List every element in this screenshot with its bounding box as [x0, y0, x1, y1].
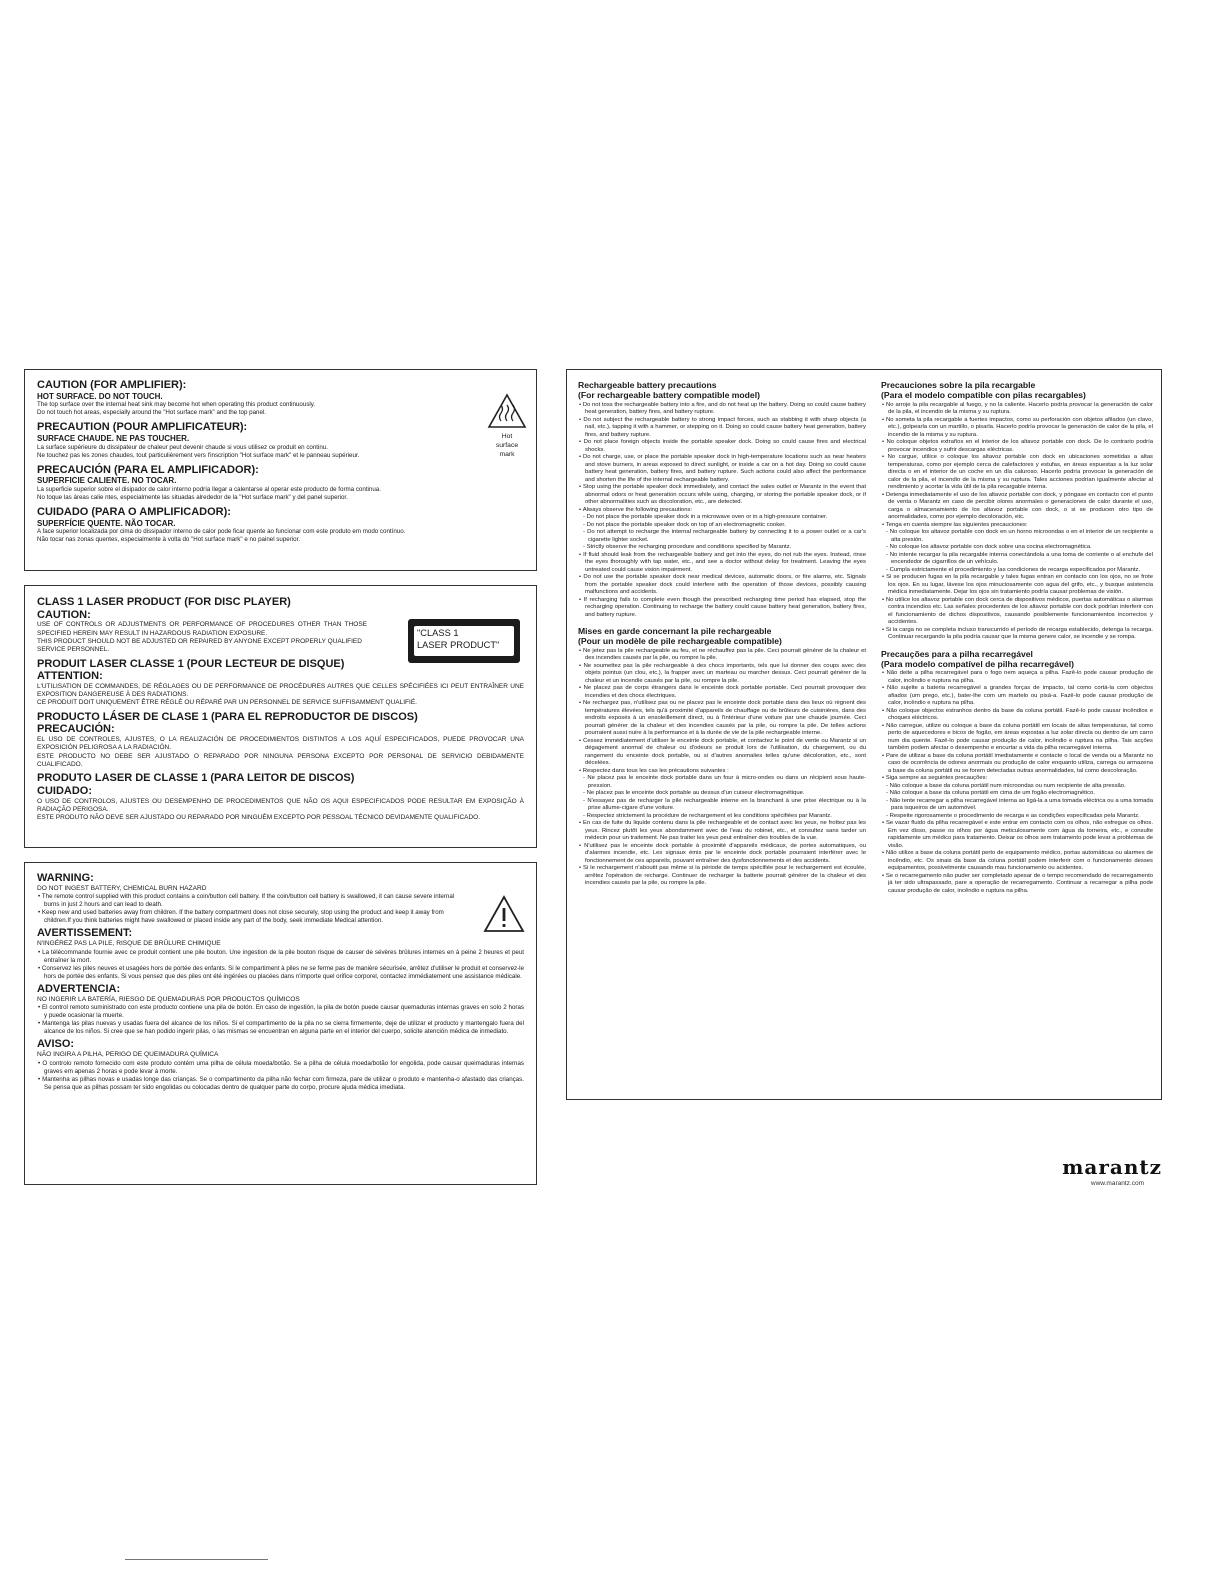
precaucion-amp-line1: La superficie superior sobre el disipador de calor interno podría llegar a calentarse al operar este producto de forma continua.: [37, 485, 381, 493]
battery-pt-subheading: (Para modelo compatível de pilha recarregável): [881, 658, 1074, 669]
battery-fr-bullet4: • Ne rechargez pas, n'utilisez pas ou ne placez pas le enceinte dock portable dans des lieux où règnent des températures élevées, tels qu'à proximité d'appareils de chauffage ou de brûleurs de cuisinières, dans des endroits exposés à un ensoleillement direct, ou à l'intérieur d'une voiture par une chaude journée. Ceci pourrait générer de la chaleur et des incendies causés par la pile, ou rompre la pile. De telles actions pourraient aussi nuire à la performance et à la durée de vie de la pile rechargeable interne.: [585, 700, 866, 738]
class1-laser-label: [408, 619, 520, 663]
marantz-logo: marantz: [1062, 1155, 1162, 1179]
bottom-rule: [125, 1559, 268, 1560]
battery-es-dash2: - No coloque los altavoz portable con dock sobre una cocina electromagnética.: [891, 544, 1153, 552]
battery-es-bullet2: • No someta la pila recargable a fuertes impactos, como su perforación con objetos afilados (un clavo, etc.), golpearla con un martillo, o pisarla. Hacerlo podría provocar la generación de calor de la pila, el incendio de la misma y su ruptura.: [888, 417, 1153, 440]
advertencia-sub: NO INGERIR LA BATERÍA, RIESGO DE QUEMADURAS POR PRODUCTOS QUÍMICOS: [37, 995, 300, 1003]
battery-fr-bullet3: • Ne placez pas de corps étrangers dans le enceinte dock portable portable. Ceci pourrait provoquer des incendies et des chocs électriques.: [585, 685, 866, 700]
cuidado-amp-line2: Não tocar nas zonas quentes, especialmente à volta do "Hot surface mark" e no painel superior.: [37, 536, 301, 544]
warning-sub: DO NOT INGEST BATTERY, CHEMICAL BURN HAZARD: [37, 884, 207, 892]
laser-caution-text1: USE OF CONTROLS OR ADJUSTMENTS OR PERFORMANCE OF PROCEDURES OTHER THAN THOSE SPECIFIED HEREIN MAY RESULT IN HAZARDOUS RADIATION EXPOSURE.: [37, 621, 367, 637]
battery-fr-dash4: - Respectez strictement la procédure de rechargement et les conditions spécifiées par Marantz.: [588, 813, 866, 821]
battery-fr-bullet8: • N'utilisez pas le enceinte dock portable à proximité d'appareils médicaux, de portes automatiques, ou d'alarmes incendie, etc. Les signaux émis par le enceinte dock portable pourraient interférer avec le fonctionnement de ces appareils, pouvant entraîner des dysfonctionnements et des accidents.: [585, 843, 866, 866]
avertissement-bullet2: • Conservez les piles neuves et usagées hors de portée des enfants. Si le compartiment à piles ne se ferme pas de manière sécurisée, arrêtez d'utiliser le produit et conservez-le hors de portée des enfants. Si vous pensez que des piles ont été ingérées ou placées dans n'importe quel orifice corporel, contactez immédiatement une assistance médicale.: [44, 965, 524, 981]
battery-fr-bullet9: • Si le rechargement n'aboutit pas même si la période de temps spécifiée pour le rechargement est écoulée, arrêtez l'opération de recharge. Continuer de recharger la batterie pourrait générer de la chaleur et des incendies causés par la pile, ou rompre la pile.: [585, 865, 866, 888]
battery-pt-bullet8: • Não utilize a base da coluna portátil perto de equipamento médico, portas automáticas ou alarmes de incêndio, etc. Os sinais da base da coluna portátil podem interferir com o funcionamento desses equipamentos, possivelmente causando mau funcionamento ou acidentes.: [888, 850, 1153, 873]
battery-fr-heading: Mises en garde concernant la pile rechargeable: [578, 626, 772, 637]
hot-surface-label-line3: mark: [499, 450, 515, 458]
caution-amp-sub: HOT SURFACE. DO NOT TOUCH.: [37, 391, 163, 401]
laser-pt-text1: O USO DE CONTROLOS, AJUSTES OU DESEMPENHO DE PROCEDIMENTOS QUE NÃO OS AQUI ESPECIFICADOS PODE RESULTAR EM EXPOSIÇÃO À RADIAÇÃO PERIGOSA.: [37, 797, 524, 813]
battery-es-bullet1: • No arroje la pila recargable al fuego, y no la caliente. Hacerlo podría provocar la generación de calor de la pila, el incendio de la misma y su ruptura.: [888, 402, 1153, 417]
battery-en-bullet2: • Do not subject the rechargeable battery to strong impact forces, such as stabbing it with sharp objects (a nail, etc.), tapping it with a hammer, or stepping on it. Doing so could cause battery heat generation, battery fires, and battery rupture.: [585, 417, 866, 440]
battery-left-column: [578, 380, 866, 1095]
warning-bullet1: • The remote control supplied with this product contains a coin/button cell battery. If the coin/button cell battery is swallowed, it can cause severe internal burns in just 2 hours and can lead to death.: [44, 893, 467, 909]
laser-es-attention: PRECAUCIÓN:: [37, 723, 115, 736]
battery-pt-dash4: - Respeite rigorosamente o procedimento de recarga e as condições especificadas pela Marantz.: [891, 813, 1153, 821]
laser-caution-heading: CAUTION:: [37, 608, 91, 621]
battery-es-dash3: - No intente recargar la pila recargable interna conectándola a una toma de corriente o al enchufe del encendedor de cigarrillos de un vehículo.: [891, 552, 1153, 567]
warning-bullet2: • Keep new and used batteries away from children. If the battery compartment does not close securely, stop using the product and keep it away from children.If you think batteries might have swallowed or placed inside any part of the body, seek immediate Medical attention.: [44, 909, 467, 925]
laser-fr-text2: CE PRODUIT DOIT UNIQUEMENT ÊTRE RÉGLÉ OU RÉPARÉ PAR UN PERSONNEL DE SERVICE SUFFISAMMENT QUALIFIÉ.: [37, 699, 417, 707]
caution-amplifier-box: [24, 369, 537, 571]
aviso-bullet2: • Mantenha as pilhas novas e usadas longe das crianças. Se o compartimento da pilha não fechar com firmeza, pare de utilizar o produto e mantenha-o afastado das crianças. Se pensa que as pilhas possam ter sido engolidas ou colocadas dentro de qualquer parte do corpo, procure ajuda médica imediata.: [44, 1076, 524, 1092]
battery-fr-subheading: (Pour un modèle de pile rechargeable compatible): [578, 636, 782, 647]
precaution-amp-sub: SURFACE CHAUDE. NE PAS TOUCHER.: [37, 434, 190, 443]
aviso-sub: NÃO INGIRA A PILHA, PERIGO DE QUEIMADURA QUÍMICA: [37, 1051, 219, 1058]
warning-battery-box: [24, 862, 537, 1185]
advertencia-bullet1: • El control remoto suministrado con este producto contiene una pila de botón. En caso de ingestión, la pila de botón puede causar quemaduras internas graves en solo 2 horas y puede ocasionar la muerte.: [44, 1004, 524, 1020]
caution-amp-line2: Do not touch hot areas, especially around the "Hot surface mark" and the top panel.: [37, 409, 266, 417]
laser-es-title: PRODUCTO LÁSER DE CLASE 1 (PARA EL REPRODUCTOR DE DISCOS): [37, 710, 418, 723]
battery-pt-dash3: - Não tente recarregar a pilha recarregável interna ao ligá-la a uma tomada eléctrica ou a uma tomada para isqueiros de um automóvel.: [891, 798, 1153, 813]
caution-amp-line1: The top surface over the internal heat sink may become hot when operating this product continuously.: [37, 401, 316, 409]
precaution-amp-line1: La surface supérieure du dissipateur de chaleur peut devenir chaude si vous utilisez ce produit en continu.: [37, 443, 328, 451]
laser-fr-attention: ATTENTION:: [37, 670, 103, 683]
battery-fr-dash2: - Ne placez pas le enceinte dock portable au dessus d'un cuiseur électromagnétique.: [588, 790, 866, 798]
battery-en-dash4: - Strictly observe the recharging procedure and conditions specified by Marantz.: [588, 544, 866, 552]
battery-es-bullet6: • Tenga en cuenta siempre las siguientes precauciones:: [888, 522, 1153, 530]
battery-en-heading: Rechargeable battery precautions: [578, 380, 717, 390]
battery-en-bullet1: • Do not toss the rechargeable battery into a fire, and do not heat up the battery. Doing so could cause battery heat generation, battery fires, and battery rupture.: [585, 402, 866, 417]
advertencia-bullet2: • Mantenga las pilas nuevas y usadas fuera del alcance de los niños. Si el compartimento de la pila no se cierra firmemente, deje de utilizar el producto y mantengalo fuera del alcance de los niños. Si cree que se han podido ingerir pilas, o las mismas se encuentran en alguna parte en el interior del cuerpo, solicite atención médica de inmediato.: [44, 1020, 524, 1036]
battery-es-bullet9: • Si la carga no se completa incluso transcurrido el período de recarga establecido, detenga la recarga. Continuar recargando la pila podría causar que la misma genere calor, se incendie y se rompa.: [888, 627, 1153, 642]
battery-en-bullet6: • Always observe the following precautions:: [585, 507, 866, 515]
laser-es-text1: EL USO DE CONTROLES, AJUSTES, O LA REALIZACIÓN DE PROCEDIMIENTOS DISTINTOS A LOS AQUÍ ESPECIFICADOS, PUEDE PROVOCAR UNA EXPOSICIÓN PELIGROSA A LA RADIACIÓN.: [37, 736, 524, 752]
battery-pt-bullet7: • Se vazar fluido da pilha recarregável e este entrar em contacto com os olhos, não esfregue os olhos. Em vez disso, passe os olhos por água meticulosamente com água da torneira, etc., e consulte rapidamente um médico para tratamento. Deixar os olhos sem tratamento pode levar a problemas de visão.: [888, 820, 1153, 850]
cuidado-amp-sub: SUPERFÍCIE QUENTE. NÃO TOCAR.: [37, 518, 176, 528]
warning-triangle-icon: [483, 895, 525, 933]
battery-en-bullet8: • Do not use the portable speaker dock near medical devices, automatic doors, or fire alarms, etc. Signals from the portable speaker dock could interfere with the operation of those devices, possibly causing malfunctions and accidents.: [585, 574, 866, 597]
battery-en-bullet3: • Do not place foreign objects inside the portable speaker dock. Doing so could cause fires and electrical shocks.: [585, 439, 866, 454]
battery-es-heading: Precauciones sobre la pila recargable: [881, 380, 1036, 390]
avertissement-sub: N'INGÉREZ PAS LA PILE, RISQUE DE BRÛLURE CHIMIQUE: [37, 940, 221, 948]
battery-fr-bullet7: • En cas de fuite du liquide contenu dans la pile rechargeable et de contact avec les yeux, ne frottez pas les yeux. Rincez plutôt les yeux abondamment avec de l'eau du robinet, etc., et consultez sans tarder un médecin pour un traitement. Ne pas traiter les yeux peut entraîner des troubles de la vue.: [585, 820, 866, 843]
battery-en-dash1: - Do not place the portable speaker dock in a microwave oven or in a high-pressure container.: [588, 514, 866, 522]
battery-es-dash4: - Cumpla estrictamente el procedimiento y las condiciones de recarga especificados por Marantz.: [891, 567, 1153, 575]
battery-es-bullet3: • No coloque objetos extraños en el interior de los altavoz portable con dock. De lo contrario podría provocar incendios y sufrir descargas eléctricas.: [888, 439, 1153, 454]
battery-fr-bullet1: • Ne jetez pas la pile rechargeable au feu, et ne réchauffez pas la pile. Ceci pourrait générer de la chaleur et des incendies causés par la pile, ou rompre la pile.: [585, 648, 866, 663]
caution-amp-title: CAUTION (FOR AMPLIFIER):: [37, 379, 187, 391]
battery-es-subheading: (Para el modelo compatible con pilas recargables): [881, 390, 1086, 401]
battery-fr-dash3: - N'essayez pas de recharger la pile rechargeable interne en la branchant à une prise électrique ou à la prise allume-cigare d'une voiture.: [588, 798, 866, 813]
precaucion-amp-title: PRECAUCIÓN (PARA EL AMPLIFICADOR):: [37, 463, 259, 476]
battery-pt-bullet5: • Pare de utilizar a base da coluna portátil imediatamente e contacte o local de venda ou a Marantz no caso de ocorrência de odores anormais ou produção de calor enquanto utiliza, carrega ou armazena a base da coluna portátil ou se forem detectadas outras anormalidades, tal como descoloração.: [888, 753, 1153, 776]
battery-fr-bullet6: • Respectez dans tous les cas les précautions suivantes :: [585, 768, 866, 776]
laser-title: CLASS 1 LASER PRODUCT (FOR DISC PLAYER): [37, 596, 291, 608]
laser-caution-text2: THIS PRODUCT SHOULD NOT BE ADJUSTED OR REPAIRED BY ANYONE EXCEPT PROPERLY QUALIFIED SERVICE PERSONNEL.: [37, 637, 362, 654]
laser-fr-title: PRODUIT LASER CLASSE 1 (POUR LECTEUR DE DISQUE): [37, 657, 345, 670]
rechargeable-battery-box: [566, 369, 1162, 1100]
battery-pt-heading: Precauções para a pilha recarregável: [881, 648, 1033, 659]
advertencia-title: ADVERTENCIA:: [37, 982, 121, 995]
laser-pt-title: PRODUTO LASER DE CLASSE 1 (PARA LEITOR DE DISCOS): [37, 772, 355, 785]
battery-es-bullet4: • No cargue, utilice o coloque los altavoz portable con dock en ubicaciones sometidas a altas temperaturas, como por ejemplo cerca de calefactores y estufas, en áreas expuestas a la luz solar directa o en el interior de un coche en un día caluroso. Hacerlo podría provocar la generación de calor de la pila, el incendio de la misma y su ruptura. Tales acciones podrían igualmente afectar al rendimiento y acortar la vida útil de la pila recargable interna.: [888, 454, 1153, 492]
cuidado-amp-line1: A face superior localizada por cima do dissipador interno de calor pode ficar quente ao funcionar com este produto em modo contínuo.: [37, 528, 406, 536]
battery-pt-dash2: - Não coloque a base da coluna portátil em cima de um fogão electromagnético.: [891, 790, 1153, 798]
battery-pt-bullet3: • Não coloque objectos estranhos dentro da base da coluna portátil. Fazê-lo pode causar incêndios e choques eléctricos.: [888, 708, 1153, 723]
laser-pt-text2: ESTE PRODUTO NÃO DEVE SER AJUSTADO OU REPARADO POR NINGUÉM EXCEPTO POR PESSOAL TÉCNICO DEVIDAMENTE QUALIFICADO.: [37, 814, 481, 822]
battery-es-bullet5: • Detenga inmediatamente el uso de los altavoz portable con dock, y póngase en contacto con el punto de venta o Marantz en caso de percibir olores anormales o generaciones de calor durante el uso, carga o almacenamiento de los altavoz portable con dock, o si se producen otro tipo de anormalidades, como por ejemplo decoloración, etc.: [888, 492, 1153, 522]
avertissement-title: AVERTISSEMENT:: [37, 927, 133, 940]
aviso-bullet1: • O controlo remoto fornecido com este produto contém uma pilha de célula moeda/botão. Se a pilha de célula moeda/botão for engolida, pode causar queimaduras internas graves em apenas 2 horas e pode levar à morte.: [44, 1060, 524, 1076]
battery-right-column: [881, 380, 1153, 1095]
class1-label-line1: "CLASS 1: [417, 628, 459, 638]
marantz-url: www.marantz.com: [1090, 1180, 1144, 1187]
battery-fr-bullet5: • Cessez immédiatement d'utiliser le enceinte dock portable, et contactez le point de vente ou Marantz si un dégagement anormal de chaleur ou d'odeurs se produit lors de l'utilisation, du chargement, ou du rangement du enceinte dock portable, ou si d'autres anomalies telles qu'une décoloration, etc., sont décelées.: [585, 738, 866, 768]
hot-surface-label-line2: surface: [495, 441, 519, 449]
battery-es-bullet7: • Si se producen fugas en la pila recargable y tales fugas entran en contacto con los ojos, no se frote los ojos. En su lugar, lávese los ojos minuciosamente con agua del grifo, etc., y busque asistencia médica inmediatamente. Dejar los ojos sin tratamiento podría causar problemas de visión.: [888, 574, 1153, 597]
battery-en-dash2: - Do not place the portable speaker dock on top of an electromagnetic cooker.: [588, 522, 866, 530]
cuidado-amp-title: CUIDADO (PARA O AMPLIFICADOR):: [37, 506, 231, 519]
hot-surface-label-line1: Hot: [501, 433, 513, 440]
battery-fr-bullet2: • Ne soumettez pas la pile rechargeable à des chocs importants, tels que lui donner des coups avec des objets pointus (un clou, etc.), la frapper avec un marteau ou marcher dessus. Ceci pourrait générer de la chaleur et un incendie causés par la pile, ou rompre la pile.: [585, 663, 866, 686]
battery-pt-bullet6: • Siga sempre as seguintes precauções:: [888, 775, 1153, 783]
hot-surface-icon: [487, 393, 527, 429]
battery-en-bullet5: • Stop using the portable speaker dock immediately, and contact the sales outlet or Marantz in the event that abnormal odors or heat generation occurs while using, charging, or storing the portable speaker dock, or if other abnormalities such as discoloration, etc., are detected.: [585, 484, 866, 507]
battery-pt-bullet2: • Não sujeite a bateria recarregável a grandes forças de impacto, tal como cortá-la com objectos afiados (um prego, etc.), bater-lhe com um martelo ou pisá-a. Fazê-lo pode causar produção de calor, incêndio e ruptura na pilha.: [888, 685, 1153, 708]
laser-product-box: [24, 585, 537, 848]
battery-pt-bullet9: • Se o recarregamento não puder ser completado apesar de o tempo recomendado de recarregamento já ter sido ultrapassado, pare a operação de recarregamento. Continuar a recarregar a pilha pode causar produção de calor, incêndio e ruptura na pilha.: [888, 873, 1153, 896]
class1-label-line2: LASER PRODUCT": [417, 639, 500, 650]
battery-en-dash3: - Do not attempt to recharge the internal rechargeable battery by connecting it to a power outlet or a car's cigarette lighter socket.: [588, 529, 866, 544]
battery-en-bullet9: • If recharging fails to complete even though the prescribed recharging time period has elapsed, stop the recharging operation. Continuing to recharge the battery could cause battery heat generation, battery fires, and battery rupture.: [585, 597, 866, 620]
battery-fr-dash1: - Ne placez pas le enceinte dock portable dans un four à micro-ondes ou dans un récipient sous haute-pression.: [588, 775, 866, 790]
hot-surface-label: [477, 433, 537, 459]
warning-title: WARNING:: [37, 872, 94, 884]
precaucion-amp-line2: No toque las áreas calie ntes, especialmente las situadas alrededor de la "Hot surface mark" y del panel superior.: [37, 494, 348, 502]
precaution-amp-line2: Ne touchez pas les zones chaudes, tout particulièrement vers l'inscription "Hot surface mark" et le panneau supérieur.: [37, 451, 360, 459]
battery-en-bullet7: • If fluid should leak from the rechargeable battery and get into the eyes, do not rub the eyes. Instead, rinse the eyes thoroughly with tap water, etc., and see a doctor without delay for treatment. Leaving the eyes untreated could cause vision impairment.: [585, 552, 866, 575]
battery-en-bullet4: • Do not charge, use, or place the portable speaker dock in high-temperature locations such as near heaters and stove burners, in areas exposed to direct sunlight, or inside a car on a hot day. Doing so could cause battery heat generation, battery fires, and battery rupture. Such actions could also affect the performance and shorten the life of the internal rechargeable battery.: [585, 454, 866, 484]
battery-pt-bullet1: • Não deite a pilha recarregável para o fogo nem aqueça a pilha. Fazê-lo pode causar produção de calor, incêndio e ruptura na pilha.: [888, 670, 1153, 685]
laser-fr-text1: L'UTILISATION DE COMMANDES, DE RÉGLAGES OU DE PERFORMANCE DE PROCÉDURES AUTRES QUE CELLES SPÉCIFIÉES ICI PEUT ENTRAÎNER UNE EXPOSITION DANGEREUSE À DES RADIATIONS.: [37, 682, 524, 699]
aviso-title: AVISO:: [37, 1038, 75, 1051]
battery-pt-bullet4: • Não carregue, utilize ou coloque a base da coluna portátil em locais de altas temperaturas, tal como perto de aquecedores e bicos de fogão, em áreas expostas a luz solar directa ou dentro de um carro num dia quente. Fazê-lo pode causar produção de calor, incêndio e ruptura na pilha. Tais acções também podem afectar o desempenho e encurtar a vida da pilha recarregável interna.: [888, 723, 1153, 753]
precaution-amp-title: PRECAUTION (POUR AMPLIFICATEUR):: [37, 421, 248, 434]
precaucion-amp-sub: SUPERFICIE CALIENTE. NO TOCAR.: [37, 476, 177, 486]
avertissement-bullet1: • La télécommande fournie avec ce produit contient une pile bouton. Une ingestion de la pile bouton risque de causer de sévères brûlures internes en à peine 2 heures et peut entraîner la mort.: [44, 949, 524, 965]
laser-pt-attention: CUIDADO:: [37, 784, 92, 797]
laser-es-text2: ESTE PRODUCTO NO DEBE SER AJUSTADO O REPARADO POR NINGUNA PERSONA EXCEPTO POR PERSONAL DE SERVICIO DEBIDAMENTE CUALIFICADO.: [37, 752, 524, 768]
battery-pt-dash1: - Não coloque a base da coluna portátil num microondas ou num recipiente de alta pressão.: [891, 783, 1153, 791]
battery-es-dash1: - No coloque los altavoz portable con dock en un horno microondas o en el interior de un recipiente a alta presión.: [891, 529, 1153, 544]
battery-es-bullet8: • No utilice los altavoz portable con dock cerca de dispositivos médicos, puertas automáticas o alarmas contra incendios etc. Las señales procedentes de los altavoz portable con dock podrían interferir con el funcionamiento de dichos dispositivos, causando posiblemente funcionamientos incorrectos y accidentes.: [888, 597, 1153, 627]
battery-en-subheading: (For rechargeable battery compatible model): [578, 390, 760, 401]
